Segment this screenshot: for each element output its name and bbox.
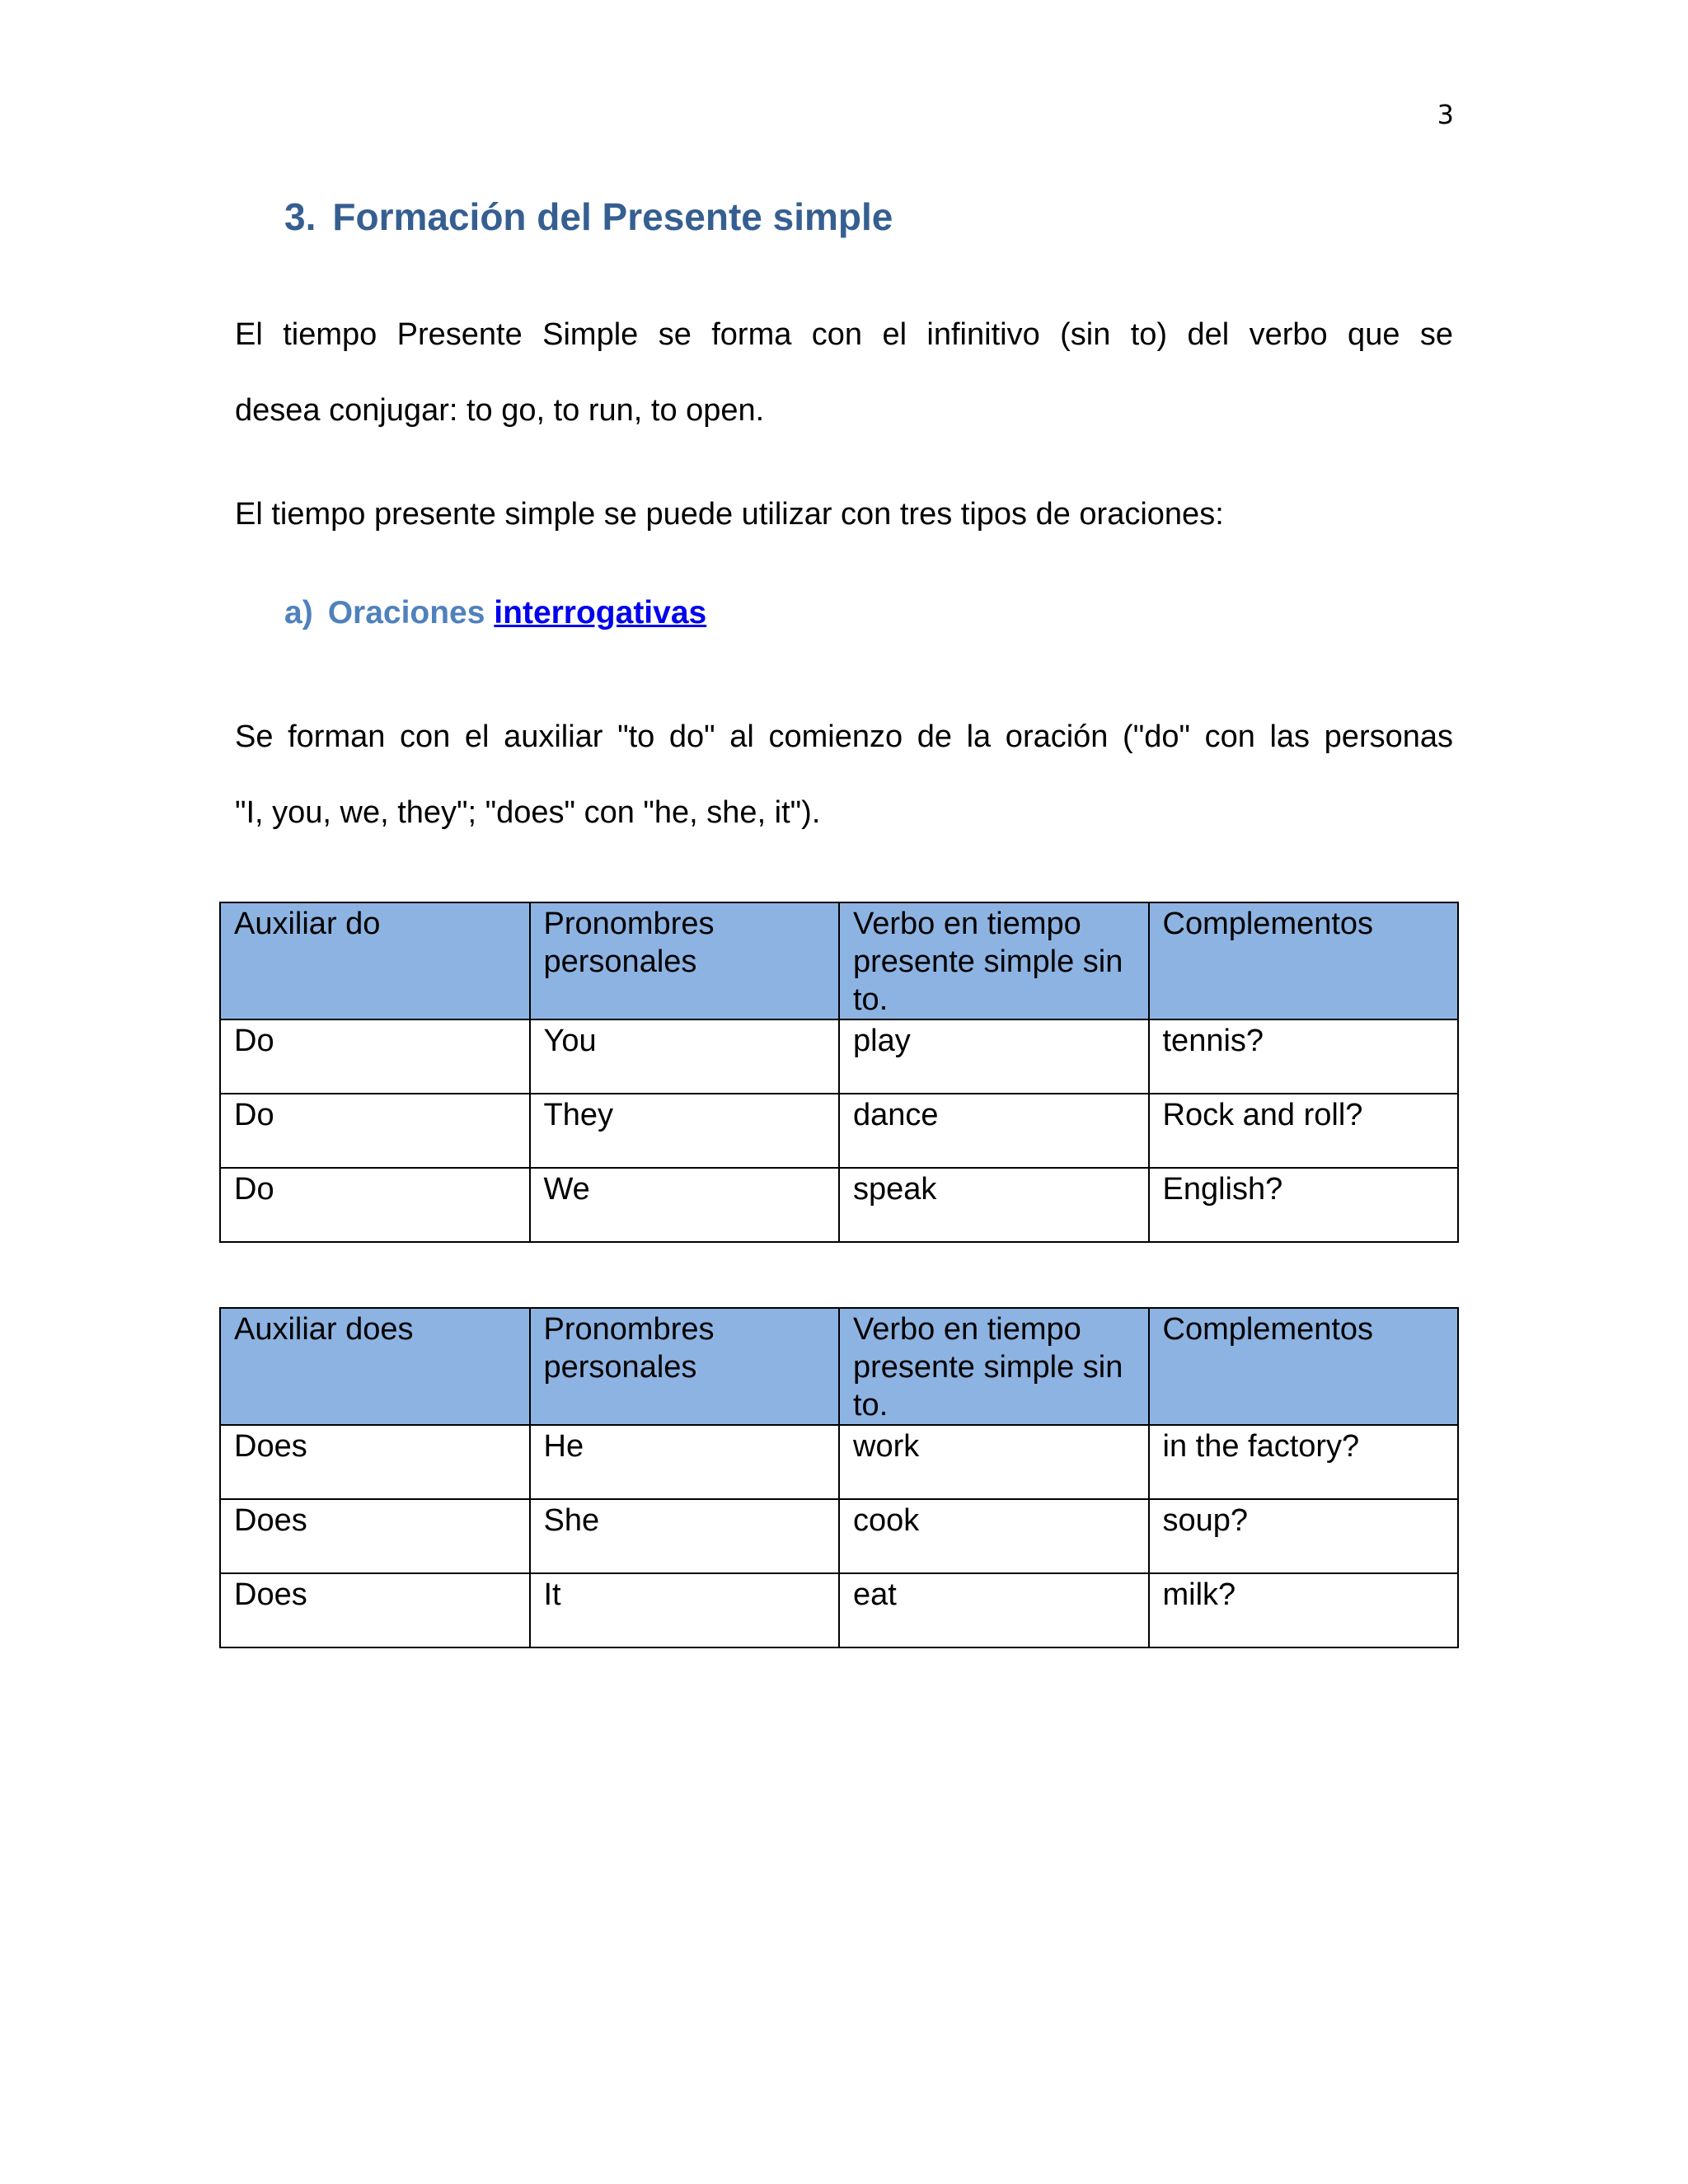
- subsection-text: Oraciones: [327, 595, 485, 630]
- section-title: Formación del Presente simple: [332, 195, 893, 238]
- table-row: [220, 1168, 1458, 1242]
- auxiliary-cell: Do: [220, 1168, 530, 1242]
- subsection-heading: [284, 595, 706, 631]
- complement-cell: tennis?: [1149, 1019, 1459, 1094]
- sentence-types-paragraph: El tiempo presente simple se puede utilizar con tres tipos de oraciones:: [235, 497, 1224, 532]
- verb-cell: dance: [839, 1094, 1149, 1168]
- auxiliary-paragraph: [235, 699, 1453, 851]
- header-cell: Complementos: [1149, 902, 1459, 1019]
- verb-cell: work: [839, 1425, 1149, 1499]
- auxiliary-cell: Does: [220, 1499, 530, 1573]
- section-heading: [284, 194, 893, 239]
- auxiliary-paragraph-line-2: "I, you, we, they"; "does" con "he, she, it").: [235, 795, 821, 830]
- table-row: [220, 1499, 1458, 1573]
- table-header-row: [220, 902, 1458, 1019]
- subsection-letter: a): [284, 595, 313, 630]
- complement-cell: milk?: [1149, 1573, 1459, 1647]
- intro-paragraph-line-2: desea conjugar: to go, to run, to open.: [235, 393, 765, 428]
- intro-paragraph: [235, 297, 1453, 448]
- page-number: 3: [1437, 99, 1454, 130]
- pronoun-cell: We: [530, 1168, 840, 1242]
- table-row: [220, 1019, 1458, 1094]
- header-cell: Verbo en tiempo presente simple sin to.: [839, 1308, 1149, 1425]
- verb-cell: speak: [839, 1168, 1149, 1242]
- pronoun-cell: They: [530, 1094, 840, 1168]
- complement-cell: English?: [1149, 1168, 1459, 1242]
- table-row: [220, 1425, 1458, 1499]
- does-table: [219, 1307, 1459, 1648]
- pronoun-cell: You: [530, 1019, 840, 1094]
- header-cell: Complementos: [1149, 1308, 1459, 1425]
- section-number: 3.: [284, 195, 316, 238]
- header-cell: Verbo en tiempo presente simple sin to.: [839, 902, 1149, 1019]
- header-cell: Auxiliar do: [220, 902, 530, 1019]
- verb-cell: cook: [839, 1499, 1149, 1573]
- table-row: [220, 1573, 1458, 1647]
- auxiliary-cell: Does: [220, 1425, 530, 1499]
- header-cell: Pronombres personales: [530, 902, 840, 1019]
- complement-cell: in the factory?: [1149, 1425, 1459, 1499]
- interrogativas-link[interactable]: interrogativas: [494, 595, 707, 630]
- header-cell: Pronombres personales: [530, 1308, 840, 1425]
- table-row: [220, 1094, 1458, 1168]
- pronoun-cell: It: [530, 1573, 840, 1647]
- verb-cell: play: [839, 1019, 1149, 1094]
- complement-cell: soup?: [1149, 1499, 1459, 1573]
- do-table: [219, 902, 1459, 1243]
- auxiliary-cell: Does: [220, 1573, 530, 1647]
- verb-cell: eat: [839, 1573, 1149, 1647]
- auxiliary-paragraph-line-1: Se forman con el auxiliar "to do" al comienzo de la oración ("do" con las personas: [235, 719, 1453, 754]
- auxiliary-cell: Do: [220, 1019, 530, 1094]
- intro-paragraph-line-1: El tiempo Presente Simple se forma con el infinitivo (sin to) del verbo que se: [235, 317, 1453, 352]
- header-cell: Auxiliar does: [220, 1308, 530, 1425]
- pronoun-cell: He: [530, 1425, 840, 1499]
- pronoun-cell: She: [530, 1499, 840, 1573]
- complement-cell: Rock and roll?: [1149, 1094, 1459, 1168]
- auxiliary-cell: Do: [220, 1094, 530, 1168]
- table-header-row: [220, 1308, 1458, 1425]
